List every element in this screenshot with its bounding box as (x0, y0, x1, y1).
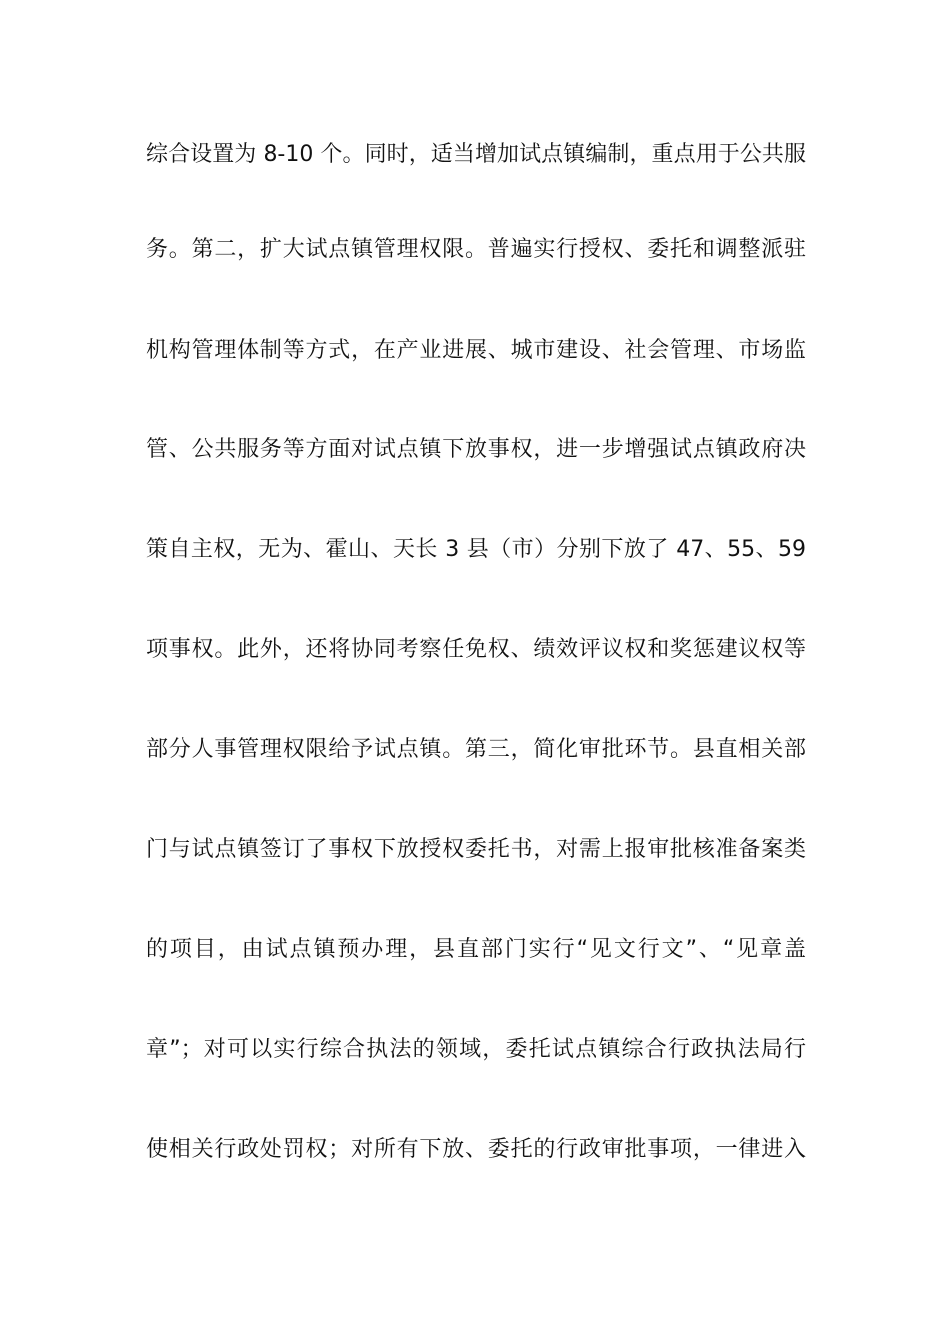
text-line: 的项目，由试点镇预办理，县直部门实行“见文行文”、“见章盖 (146, 937, 806, 962)
text-line: 管、公共服务等方面对试点镇下放事权，进一步增强试点镇政府决 (146, 437, 806, 462)
text-line: 务。第二，扩大试点镇管理权限。普遍实行授权、委托和调整派驻 (146, 237, 806, 262)
text-line: 策自主权，无为、霍山、天长 3 县（市）分别下放了 47、55、59 (146, 537, 806, 562)
text-line: 机构管理体制等方式，在产业进展、城市建设、社会管理、市场监 (146, 338, 806, 363)
text-line: 综合设置为 8-10 个。同时，适当增加试点镇编制，重点用于公共服 (146, 142, 806, 167)
text-line: 门与试点镇签订了事权下放授权委托书，对需上报审批核准备案类 (146, 837, 806, 862)
text-line: 使相关行政处罚权；对所有下放、委托的行政审批事项，一律进入 (146, 1137, 806, 1162)
text-line: 部分人事管理权限给予试点镇。第三，简化审批环节。县直相关部 (146, 737, 806, 762)
text-line: 章”；对可以实行综合执法的领域，委托试点镇综合行政执法局行 (146, 1037, 806, 1062)
text-line: 项事权。此外，还将协同考察任免权、绩效评议权和奖惩建议权等 (146, 637, 806, 662)
